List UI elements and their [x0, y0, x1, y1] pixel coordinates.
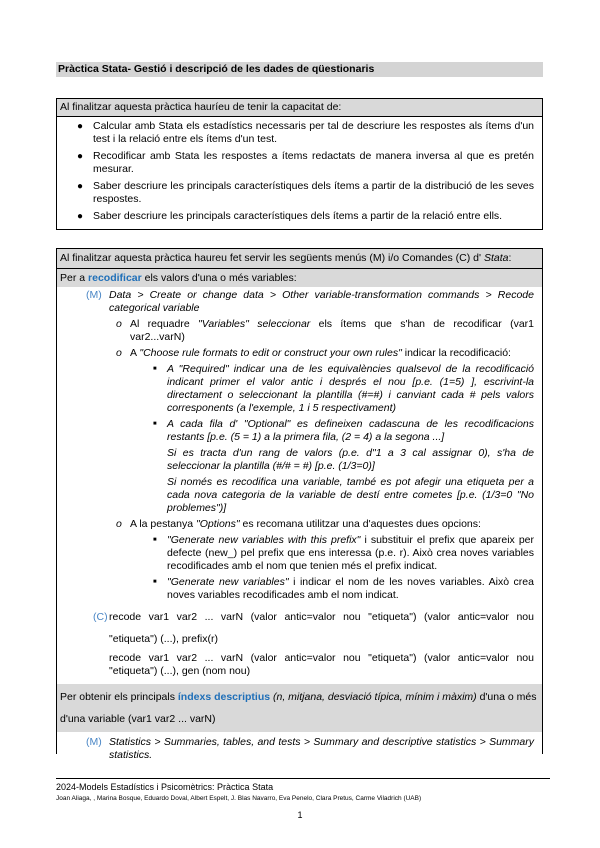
rule-optional: ■ A cada fila d' "Optional" es defineixen cadascuna de les recodificacions restants [p.e. (5 = 1) a la primera fila, (2 = 4) a la segona ...]: [153, 418, 534, 443]
list-item: ● Recodificar amb Stata les respostes a ítems redactats de manera inversa al que es pretén mesurar.: [77, 150, 534, 175]
list-item: ● Saber descriure les principals característiques dels ítems a partir de la distribució de les seves respostes.: [77, 180, 534, 205]
page-number: 1: [297, 810, 303, 820]
option-prefix: ■ "Generate new variables with this prefix" i substituir el prefix que apareix per defecte (new_) pel prefix que ens interessa (p.e. r). Això crea noves variables recodificades amb el nom que tenien més el prefix indicat.: [153, 534, 535, 572]
objectives-list: [57, 120, 542, 223]
square-bullet-icon: ■: [153, 366, 157, 372]
menus-header: Al finalitzar aquesta pràctica haureu fet servir les següents menús (M) i/o Comandes (C) d' Stata:: [57, 249, 542, 269]
circle-bullet-icon: o: [116, 518, 122, 530]
menu-label: (M): [86, 289, 102, 301]
bullet-icon: ●: [77, 151, 84, 162]
list-item: ● Calcular amb Stata els estadístics necessaris per tal de descriure les respostes als ítems d'un test i la relació entre els ítems d'un test.: [77, 120, 534, 145]
rule-note-range: Si es tracta d'un rang de valors (p.e. d"1 a 3 cal assignar 0), s'ha de seleccionar la plantilla (#/# = #) [p.e. (1/3=0)]: [167, 447, 534, 472]
circle-bullet-icon: o: [116, 318, 122, 330]
describe-keyword: índexs descriptius: [177, 691, 271, 703]
circle-bullet-icon: o: [116, 347, 122, 359]
page-title: Pràctica Stata- Gestió i descripció de les dades de qüestionaris: [56, 62, 543, 77]
square-bullet-icon: ■: [153, 537, 157, 543]
footer-course: 2024-Models Estadístics i Psicomètrics: Pràctica Stata: [56, 782, 274, 792]
describe-menu-path: (M) Statistics > Summaries, tables, and tests > Summary and descriptive statistics > Summary statistics.: [86, 736, 534, 761]
square-bullet-icon: ■: [153, 421, 157, 427]
recode-menu-path: (M) Data > Create or change data > Other variable-transformation commands > Recode categorical variable: [86, 289, 534, 314]
recode-command-gen: recode var1 var2 ... varN (valor antic=valor nou "etiqueta") (valor antic=valor nou "etiqueta") (...), gen (nom nou): [109, 652, 534, 677]
footer-authors: Joan Aliaga, , Marina Bosque, Eduardo Doval, Albert Espelt, J. Blas Navarro, Eva Penelo, Clara Pretus, Carme Viladrich (UAB): [56, 795, 422, 802]
menu-label: (M): [86, 736, 102, 748]
objectives-header: Al finalitzar aquesta pràctica hauríeu de tenir la capacitat de:: [57, 99, 542, 117]
footer-divider: [56, 778, 550, 779]
square-bullet-icon: ■: [153, 579, 157, 585]
bullet-icon: ●: [77, 121, 84, 132]
recode-keyword: recodificar: [88, 272, 142, 284]
recode-step-rules: o A "Choose rule formats to edit or construct your own rules" indicar la recodificació:: [116, 347, 511, 359]
recode-command-prefix: (C) recode var1 var2 ... varN (valor antic=valor nou "etiqueta") (valor antic=valor nou "etiqueta") (...), prefix(r): [109, 606, 534, 650]
menus-box: [56, 248, 543, 761]
recode-step-variables: o Al requadre "Variables" seleccionar els ítems que s'han de recodificar (var1 var2...varN): [116, 318, 535, 343]
bullet-icon: ●: [77, 181, 84, 192]
objectives-box: [56, 98, 543, 230]
describe-section-title: Per obtenir els principals índexs descriptius (n, mitjana, desviació típica, mínim i màxim) d'una o més d'una variable (var1 var2 ... varN): [57, 684, 542, 732]
command-label: (C): [93, 611, 108, 623]
recode-step-options: o A la pestanya "Options" es recomana utilitzar una d'aquestes dues opcions:: [116, 518, 481, 530]
bullet-icon: ●: [77, 211, 84, 222]
list-item: ● Saber descriure les principals característiques dels ítems a partir de la relació entre ells.: [77, 210, 503, 222]
recode-section-title: Per a recodificar els valors d'una o més variables:: [57, 269, 542, 287]
option-generate: ■ "Generate new variables" i indicar el nom de les noves variables. Això crea noves variables recodificades amb el nom indicat.: [153, 576, 534, 601]
rule-note-label: Si només es recodifica una variable, també es pot afegir una etiqueta per a cada nova categoria de la variable de destí entre cometes [p.e. (1/3=0 "No problemes")]: [167, 476, 534, 514]
rule-required: ■ A "Required" indicar una de les equivalències qualsevol de la recodificació indicant primer el valor antic i després el nou [p.e. (1=5) ], escrivint-la directament o seleccionant la plantilla (#=#) i canviant cada # pels valors corresponents (a l'exemple, 1 i 5 respectivament): [153, 363, 534, 414]
